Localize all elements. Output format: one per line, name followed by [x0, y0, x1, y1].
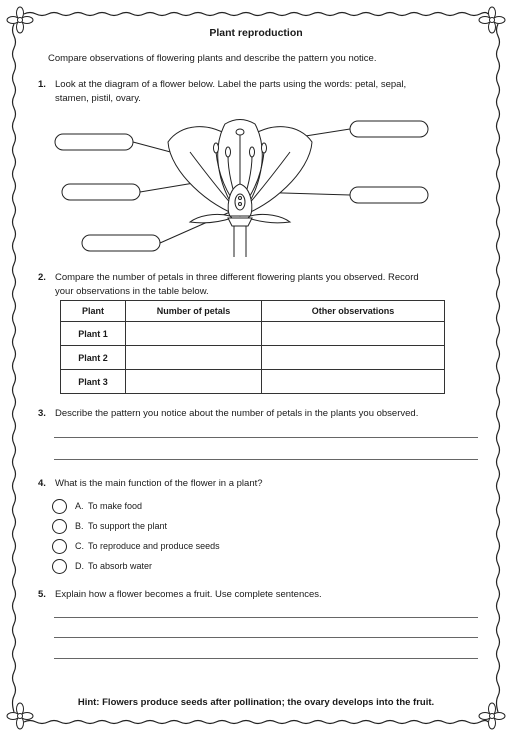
- question-number: 3.: [38, 408, 46, 419]
- label-box: [55, 134, 133, 150]
- question-5: [38, 588, 438, 602]
- answer-line[interactable]: [54, 437, 478, 438]
- petal-count-cell[interactable]: [126, 370, 262, 394]
- label-box: [62, 184, 140, 200]
- observation-cell[interactable]: [262, 346, 445, 370]
- observation-cell[interactable]: [262, 370, 445, 394]
- radio-circle[interactable]: [52, 519, 67, 534]
- label-box: [82, 235, 160, 251]
- page-title: Plant reproduction: [209, 27, 303, 39]
- observation-table: [60, 300, 445, 394]
- question-1: [38, 78, 438, 105]
- question-number: 2.: [38, 272, 46, 283]
- question-text: Describe the pattern you notice about the number of petals in the plants you observed.: [55, 408, 419, 419]
- option-letter: C.: [75, 541, 84, 551]
- question-3: [38, 407, 488, 421]
- question-text: Look at the diagram of a flower below. Label the parts using the words: petal, sepal, stamen, pistil, ovary.: [55, 79, 407, 104]
- option-letter: D.: [75, 561, 84, 571]
- row-label: Plant 2: [61, 346, 126, 370]
- row-label: Plant 3: [61, 370, 126, 394]
- answer-line[interactable]: [54, 617, 478, 618]
- option-text: To reproduce and produce seeds: [88, 541, 220, 551]
- question-text: Explain how a flower becomes a fruit. Use complete sentences.: [55, 589, 322, 600]
- question-number: 1.: [38, 79, 46, 90]
- label-box: [350, 121, 428, 137]
- observation-cell[interactable]: [262, 322, 445, 346]
- column-header: Number of petals: [126, 301, 262, 322]
- hint-label: Hint:: [77, 697, 100, 708]
- table-row: [61, 322, 445, 346]
- petal-count-cell[interactable]: [126, 346, 262, 370]
- question-text: Compare the number of petals in three different flowering plants you observed. Record your observations in the table below.: [55, 272, 419, 297]
- table-row: [61, 370, 445, 394]
- label-box: [350, 187, 428, 203]
- hint: [0, 697, 512, 708]
- radio-circle[interactable]: [52, 559, 67, 574]
- option-text: To absorb water: [88, 561, 153, 571]
- flower-diagram: [40, 112, 480, 272]
- question-2: [38, 271, 438, 298]
- answer-line[interactable]: [54, 459, 478, 460]
- question-number: 4.: [38, 478, 46, 489]
- radio-circle[interactable]: [52, 499, 67, 514]
- row-label: Plant 1: [61, 322, 126, 346]
- column-header: Other observations: [262, 301, 445, 322]
- answer-line[interactable]: [54, 637, 478, 638]
- option-text: To support the plant: [88, 521, 168, 531]
- table-header-row: [61, 301, 445, 322]
- table-row: [61, 346, 445, 370]
- column-header: Plant: [61, 301, 126, 322]
- hint-text: Flowers produce seeds after pollination; the ovary develops into the fruit.: [102, 697, 435, 708]
- question-4: [38, 477, 438, 491]
- petal-count-cell[interactable]: [126, 322, 262, 346]
- option-letter: B.: [75, 521, 84, 531]
- option-letter: A.: [75, 501, 84, 511]
- question-number: 5.: [38, 589, 46, 600]
- answer-line[interactable]: [54, 658, 478, 659]
- radio-circle[interactable]: [52, 539, 67, 554]
- question-text: What is the main function of the flower in a plant?: [55, 478, 263, 489]
- intro-text: Compare observations of flowering plants and describe the pattern you notice.: [48, 53, 377, 64]
- option-text: To make food: [88, 501, 143, 511]
